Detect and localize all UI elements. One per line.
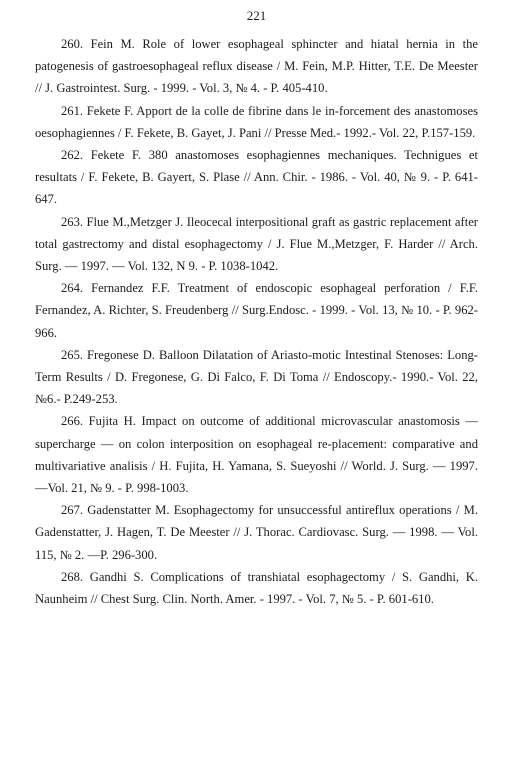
reference-entry: 263. Flue M.,Metzger J. Ileocecal interpositional graft as gastric replacement after total gastrectomy and distal esophagectomy / J. Flue M.,Metzger, F. Harder // Arch. Surg. — 1997. — Vol. 132, N 9. - P. 1038-1042. <box>35 214 478 274</box>
page-number: 221 <box>246 8 267 23</box>
reference-list <box>35 33 478 610</box>
reference-entry: 260. Fein M. Role of lower esophageal sphincter and hiatal hernia in the patogenesis of gastroesophageal reflux disease / M. Fein, M.P. Hitter, T.E. De Meester // J. Gastrointest. Surg. - 1999. - Vol. 3, № 4. - P. 405-410. <box>35 37 478 96</box>
reference-entry: 266. Fujita H. Impact on outcome of additional microvascular anastomosis — supercharge — on colon interposition on esophageal re-placement: comparative and multivariative analisis / H. Fujita, H. Yamana, S. Sueyoshi // World. J. Surg. — 1997. —Vol. 21, № 9. - P. 998-1003. <box>35 414 478 496</box>
reference-entry: 264. Fernandez F.F. Treatment of endoscopic esophageal perforation / F.F. Fernandez, A. Richter, S. Freudenberg // Surg.Endosc. - 1999. - Vol. 13, № 10. - P. 962-966. <box>35 281 478 340</box>
reference-entry: 265. Fregonese D. Balloon Dilatation of Ariasto-motic Intestinal Stenoses: Long-Term Results / D. Fregonese, G. Di Falco, F. Di Toma // Endoscopy.- 1990.- Vol. 22, №6.- P.249-253. <box>35 347 478 407</box>
reference-entry: 268. Gandhi S. Complications of transhiatal esophagectomy / S. Gandhi, K. Naunheim // Chest Surg. Clin. North. Amer. - 1997. - Vol. 7, № 5. - P. 601-610. <box>35 569 478 607</box>
reference-entry: 267. Gadenstatter M. Esophagectomy for unsuccessful antireflux operations / M. Gadenstatter, J. Hagen, T. De Meester // J. Thorac. Cardiovasc. Surg. — 1998. — Vol. 115, № 2. —P. 296-300. <box>35 503 478 562</box>
reference-entry: 262. Fekete F. 380 anastomoses esophagiennes mechaniques. Technigues et resultats / F. Fekete, B. Gayert, S. Plase // Ann. Chir. - 1986. - Vol. 40, № 9. - P. 641-647. <box>35 148 478 207</box>
reference-entry: 261. Fekete F. Apport de la colle de fibrine dans le in-forcement des anastomoses oesophagiennes / F. Fekete, B. Gayet, J. Pani // Presse Med.- 1992.- Vol. 22, P.157-159. <box>35 103 478 140</box>
